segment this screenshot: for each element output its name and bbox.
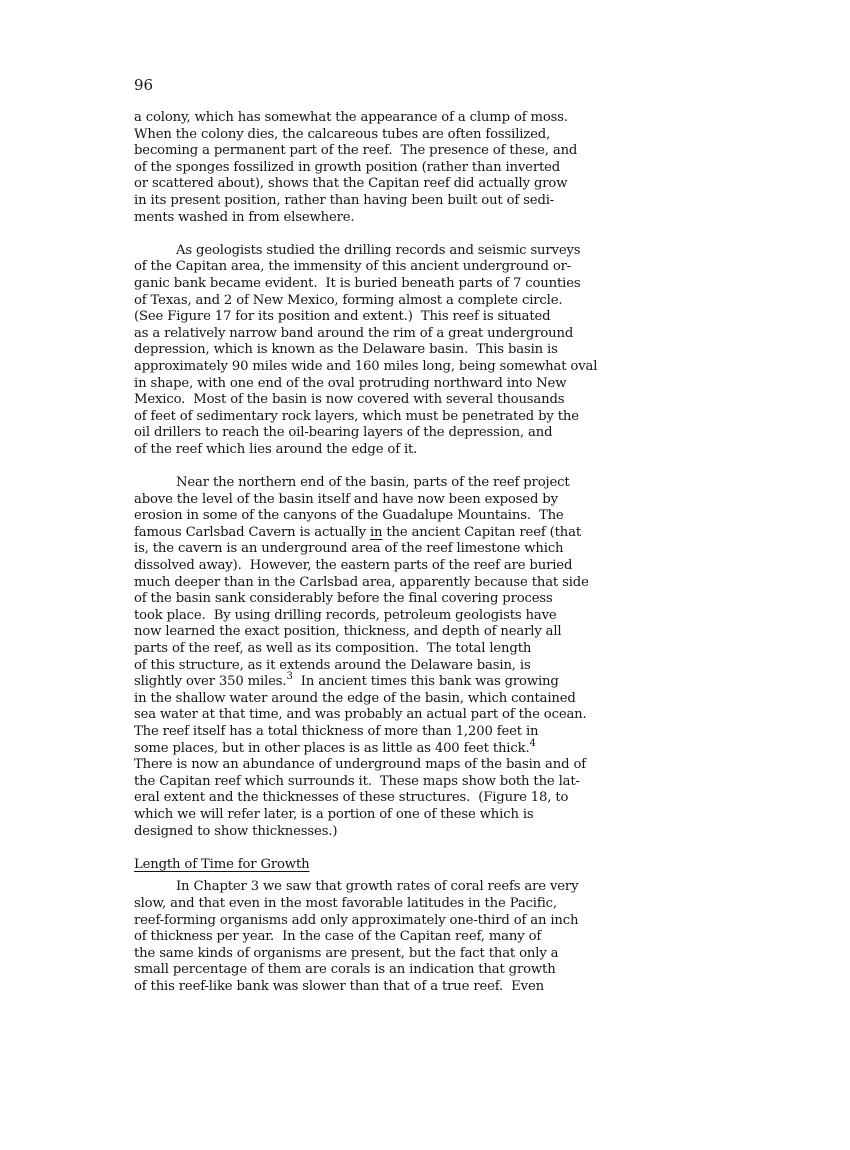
paragraph-gap [134, 458, 714, 475]
text-line: sea water at that time, and was probably an actual part of the ocean. [134, 707, 587, 723]
text-line: the same kinds of organisms are present, but the fact that only a [134, 945, 559, 961]
text-line: of the sponges fossilized in growth position (rather than inverted [134, 159, 561, 175]
text-line: Near the northern end of the basin, parts of the reef project [176, 475, 570, 491]
text-line: approximately 90 miles wide and 160 miles long, being somewhat oval [134, 358, 598, 374]
text-segment: In ancient times this bank was growing [292, 674, 559, 690]
text-line: slow, and that even in the most favorable latitudes in the Pacific, [134, 895, 557, 911]
text-line: of the Capitan area, the immensity of this ancient underground or- [134, 259, 572, 275]
paragraph-4 [134, 879, 714, 995]
text-line: in its present position, rather than having been built out of sedi- [134, 192, 555, 208]
text-segment: slightly over 350 miles. [134, 674, 287, 690]
underlined-word: in [369, 524, 383, 540]
text-line: parts of the reef, as well as its composition. The total length [134, 641, 532, 656]
text-line: dissolved away). However, the eastern parts of the reef are buried [134, 558, 573, 574]
text-line: is, the cavern is an underground area of the reef limestone which [134, 541, 564, 557]
text-line: designed to show thicknesses.) [134, 823, 338, 839]
paragraph-gap [134, 226, 714, 243]
text-line: or scattered about), shows that the Capitan reef did actually grow [134, 176, 568, 192]
text-line: small percentage of them are corals is an indication that growth [134, 962, 556, 978]
text-line [134, 737, 714, 758]
text-line: eral extent and the thicknesses of these structures. (Figure 18, to [134, 790, 569, 806]
text-line: of this reef-like bank was slower than that of a true reef. Even [134, 978, 544, 994]
footnote-marker: 4 [529, 737, 536, 749]
text-line: ments washed in from elsewhere. [134, 209, 355, 225]
paragraph-1 [134, 110, 714, 226]
text-line: The reef itself has a total thickness of more than 1,200 feet in [134, 723, 539, 739]
text-segment: some places, but in other places is as little as 400 feet thick. [134, 740, 530, 756]
text-line: Mexico. Most of the basin is now covered with several thousands [134, 392, 565, 408]
text-line: As geologists studied the drilling records and seismic surveys [176, 242, 581, 258]
text-line: took place. By using drilling records, petroleum geologists have [134, 607, 557, 623]
text-line: a colony, which has somewhat the appearance of a clump of moss. [134, 110, 568, 125]
text-line: as a relatively narrow band around the rim of a great underground [134, 325, 574, 341]
body-text [134, 110, 714, 995]
text-line: There is now an abundance of underground maps of the basin and of [134, 757, 586, 773]
page-number: 96 [134, 76, 154, 94]
text-line: oil drillers to reach the oil-bearing layers of the depression, and [134, 425, 553, 441]
text-line: depression, which is known as the Delaware basin. This basin is [134, 342, 558, 358]
text-line: of thickness per year. In the case of the Capitan reef, many of [134, 929, 542, 945]
text-line: reef-forming organisms add only approximately one-third of an inch [134, 912, 579, 928]
text-line: above the level of the basin itself and have now been exposed by [134, 491, 558, 507]
text-line: of feet of sedimentary rock layers, which must be penetrated by the [134, 408, 579, 424]
text-segment: the ancient Capitan reef (that [382, 524, 581, 540]
text-line: the Capitan reef which surrounds it. These maps show both the lat- [134, 773, 580, 789]
text-line: of the reef which lies around the edge of it. [134, 441, 418, 457]
text-line: which we will refer later, is a portion of one of these which is [134, 806, 534, 822]
text-line [134, 525, 714, 542]
text-segment: famous Carlsbad Cavern is actually [134, 524, 370, 540]
footnote-marker: 3 [286, 671, 293, 683]
text-line: in shape, with one end of the oval protruding northward into New [134, 375, 567, 391]
text-line: In Chapter 3 we saw that growth rates of coral reefs are very [176, 879, 579, 895]
text-line: erosion in some of the canyons of the Guadalupe Mountains. The [134, 508, 564, 524]
paragraph-gap [134, 840, 714, 857]
section-heading: Length of Time for Growth [134, 856, 310, 872]
text-line: in the shallow water around the edge of the basin, which contained [134, 690, 576, 706]
text-line: ganic bank became evident. It is buried beneath parts of 7 counties [134, 275, 581, 291]
text-line [134, 671, 714, 691]
text-line: now learned the exact position, thickness, and depth of nearly all [134, 624, 562, 640]
text-line: becoming a permanent part of the reef. The presence of these, and [134, 143, 578, 159]
text-line: (See Figure 17 for its position and extent.) This reef is situated [134, 309, 551, 325]
text-line: of the basin sank considerably before the final covering process [134, 591, 553, 607]
text-line: of this structure, as it extends around the Delaware basin, is [134, 657, 531, 673]
text-line: much deeper than in the Carlsbad area, apparently because that side [134, 574, 589, 590]
text-line: of Texas, and 2 of New Mexico, forming almost a complete circle. [134, 292, 563, 308]
paragraph-3 [134, 475, 714, 840]
text-line: When the colony dies, the calcareous tubes are often fossilized, [134, 126, 551, 142]
paragraph-2 [134, 243, 714, 459]
